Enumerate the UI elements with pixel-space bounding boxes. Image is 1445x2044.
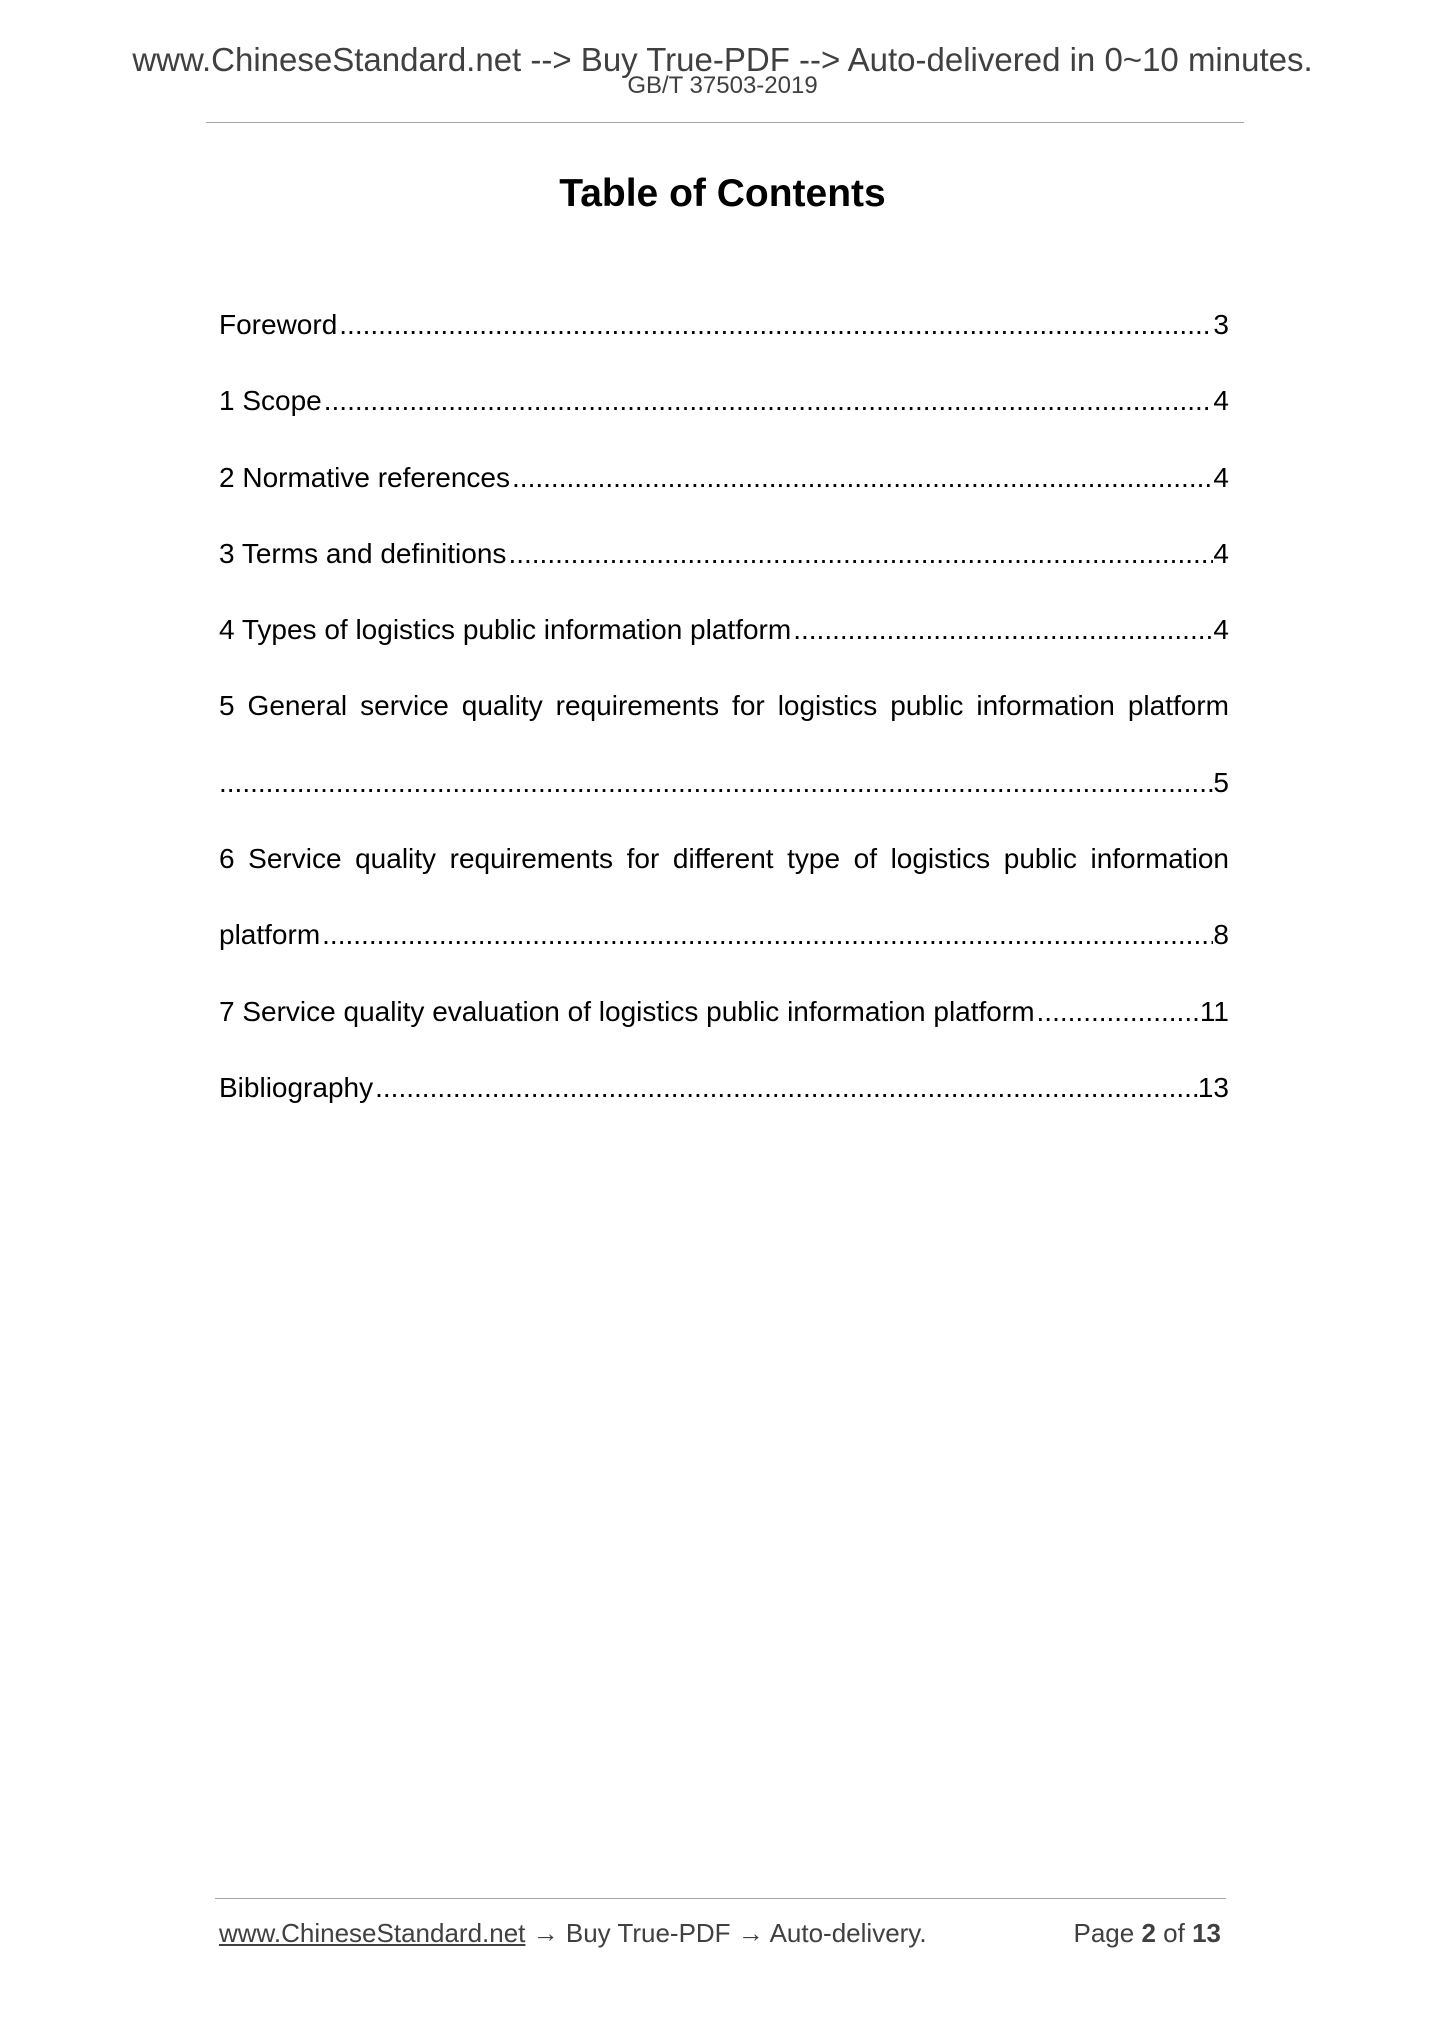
total-pages-number: 13 bbox=[1192, 1918, 1221, 1948]
table-of-contents bbox=[219, 287, 1229, 1126]
toc-entry-label: 2 Normative references bbox=[219, 461, 511, 493]
toc-entry-label: 1 Scope bbox=[219, 385, 322, 417]
page-indicator bbox=[1073, 1916, 1221, 1950]
toc-entry-label: 4 Types of logistics public information platform bbox=[219, 614, 792, 646]
toc-entry-scope[interactable] bbox=[219, 363, 1229, 439]
toc-entry-label: 6 Service quality requirements for different type of logistics public information bbox=[219, 843, 1229, 875]
toc-leader-dots bbox=[219, 745, 1213, 821]
toc-entry-label: 3 Terms and definitions bbox=[219, 537, 507, 569]
toc-page-number: 8 bbox=[1213, 919, 1229, 951]
toc-leader-dots bbox=[510, 440, 1213, 516]
footer-promo bbox=[219, 1916, 927, 1950]
toc-leader-dots bbox=[373, 1050, 1198, 1126]
toc-entry-label: 5 General service quality requirements for logistics public information platform bbox=[219, 690, 1229, 722]
toc-page-number: 4 bbox=[1213, 385, 1229, 417]
toc-leader-dots bbox=[791, 592, 1213, 668]
header-banner: www.ChineseStandard.net --> Buy True-PDF --> Auto-delivered in 0~10 minutes. bbox=[132, 41, 1313, 78]
toc-entry-terms-definitions[interactable] bbox=[219, 516, 1229, 592]
toc-entry-label: Bibliography bbox=[219, 1071, 374, 1103]
toc-page-number: 13 bbox=[1197, 1071, 1229, 1103]
toc-entry-bibliography[interactable] bbox=[219, 1050, 1229, 1126]
toc-entry-label: Foreword bbox=[219, 309, 338, 340]
page-title: Table of Contents bbox=[559, 172, 886, 215]
standard-code: GB/T 37503-2019 bbox=[627, 72, 818, 99]
toc-leader-dots bbox=[506, 516, 1213, 592]
toc-page-number: 4 bbox=[1213, 614, 1229, 646]
toc-leader-dots bbox=[1035, 974, 1200, 1050]
toc-entry-label-continued: platform bbox=[219, 919, 321, 951]
toc-page-number: 4 bbox=[1213, 461, 1229, 493]
footer-promo-text: → Buy True-PDF → Auto-delivery. bbox=[525, 1918, 927, 1948]
footer-website-link[interactable]: www.ChineseStandard.net bbox=[219, 1918, 526, 1948]
toc-entry-general-service-quality[interactable] bbox=[219, 668, 1229, 821]
toc-entry-service-quality-evaluation[interactable] bbox=[219, 974, 1229, 1050]
toc-entry-service-quality-different-type[interactable] bbox=[219, 821, 1229, 974]
toc-entry-label: 7 Service quality evaluation of logistics public information platform bbox=[219, 995, 1035, 1027]
toc-entry-normative-references[interactable] bbox=[219, 440, 1229, 516]
toc-leader-dots bbox=[337, 287, 1213, 363]
toc-page-number: 4 bbox=[1213, 537, 1229, 569]
footer-divider bbox=[215, 1898, 1226, 1899]
page-label: Page bbox=[1073, 1918, 1135, 1948]
toc-page-number: 11 bbox=[1199, 995, 1229, 1027]
toc-leader-dots bbox=[322, 363, 1214, 439]
toc-entry-foreword[interactable] bbox=[219, 287, 1229, 363]
toc-page-number: 3 bbox=[1213, 309, 1229, 340]
toc-page-number: 5 bbox=[1213, 766, 1229, 798]
toc-leader-dots bbox=[320, 897, 1213, 973]
toc-entry-types-platform[interactable] bbox=[219, 592, 1229, 668]
page-of-label: of bbox=[1163, 1918, 1185, 1948]
current-page-number: 2 bbox=[1141, 1918, 1156, 1948]
header-divider bbox=[206, 122, 1244, 123]
